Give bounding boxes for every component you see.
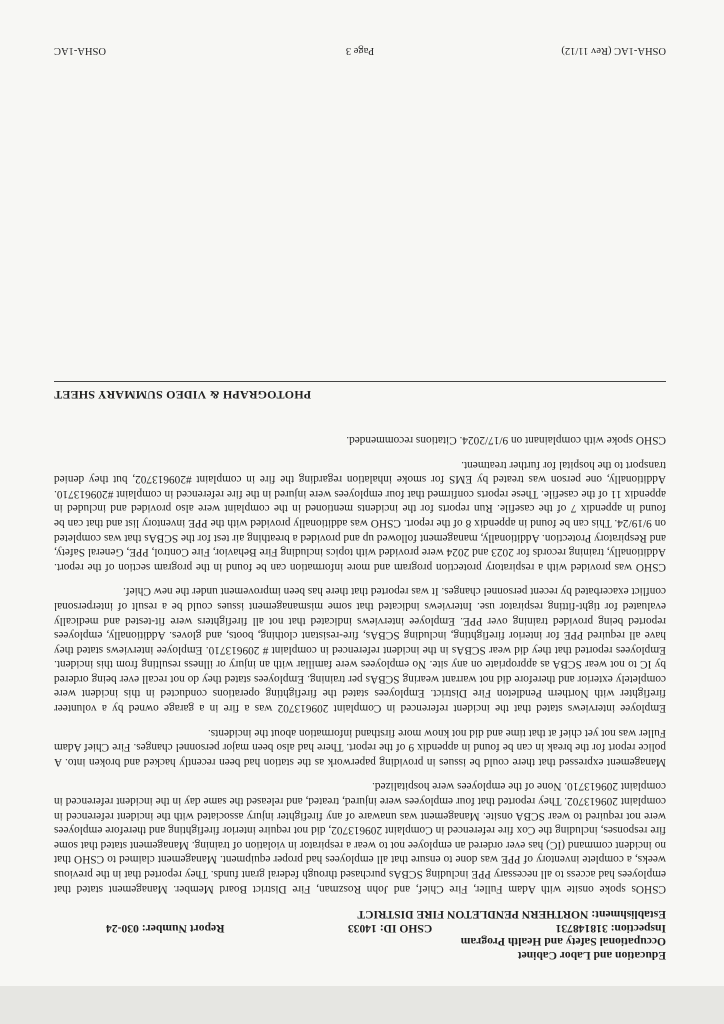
page-footer bbox=[54, 45, 666, 56]
inspection-number: Inspection: 318148731 bbox=[555, 921, 666, 935]
establishment-name: Establishment: NORTHERN PENDLETON FIRE DISTRICT bbox=[357, 908, 666, 922]
report-body bbox=[54, 381, 666, 962]
page-number: Page 3 bbox=[345, 45, 375, 56]
paragraph-documents: CSHO was provided with a respiratory protection program and more information can be found in the program section of the report. Additionally, training records for 2023 and 2024 were provided with topics including Fire Behavior, Fire Control, PPE, General Safety, and Respiratory Protection. Additionally, management followed up and provided a breathing air test for the SCBAs that was completed on 9/19/24. This can be found in appendix 8 of the report. CSHO was additionally provided with the PPE inventory list and that can be found in appendix 7 of the casefile. Run reports for the incidents mentioned in the complaint were also provided and included in appendix 11 of the casefile. These reports confirmed that four employees were injured in the fire referenced in complaint #209613710. Additionally, one person was treated by EMS for smoke inhalation regarding the fire in complaint #209613702, but they denied transport to the hospital for further treatment. bbox=[54, 458, 666, 573]
csho-id: CSHO ID: 14033 bbox=[347, 921, 433, 935]
paragraph-paperwork: Management expressed that there could be issues in providing paperwork as the station had been recently hacked and broken into. A police report for the break in can be found in appendix 9 of the report. There had also been major personnel changes. Fire Chief Adam Fuller was not yet chief at that time and did not know more firsthand information about the incidents. bbox=[54, 726, 666, 768]
form-code-right: OSHA-1AC bbox=[54, 45, 106, 56]
paragraph-employee-interviews: Employee interviews stated that the incident referenced in Complaint 209613702 was a fire in a garage owned by a volunteer firefighter with Northern Pendleton Fire District. Employees stated the firefighting operations conducted in this incident were completely exterior and therefore did not warrant wearing SCBAs per training. Employees stated they do not recall ever being ordered by IC to not wear SCBA as appropriate on any site. No employees were familiar with an injury or illness resulting from this incident. Employees reported that they did wear SCBAs in the incident referenced in complaint # 209613710. Employee interviews stated they have all required PPE for interior firefighting, including SCBAs, fire-resistant clothing, boots, and gloves. Additionally, employees reported being provided training over PPE. Employee interviews indicated that not all firefighters were fit-tested and medically evaluated for tight-fitting respirator use. Interviews indicated that some mismanagement issues could be a result of interpersonal conflict exacerbated by recent personnel changes. It was reported that there has been improvement under the new Chief. bbox=[54, 585, 666, 715]
divider-line bbox=[54, 381, 666, 382]
report-number: Report Number: 030-24 bbox=[106, 921, 225, 935]
paragraph-complainant: CSHO spoke with complainant on 9/17/2024. Citations recommended. bbox=[346, 434, 666, 446]
paragraph-management: CSHOs spoke onsite with Adam Fuller, Fire Chief, and John Roszman, Fire District Board Member. Management stated that employees had access to all necessary PPE including SCBAs purchased through federal grant funds. They reported that in the previous weeks, a complete inventory of PPE was done to ensure that all employees had proper equipment. Management claimed to CSHO that no incident command (IC) has ever ordered an employee not to wear a respirator in violation of training. Management stated that some fire responses, including the Cox fire referenced in Complaint 209613702, did not require interior firefighting and therefore employees were not required to wear SCBA onsite. Management was unaware of any firefighter injury associated with the incident referenced in complaint 209613702. They reported that four employees were injured, treated, and released the same day in the incident referenced in complaint 209613710. None of the employees were hospitalized. bbox=[54, 780, 666, 895]
summary-sheet-title: PHOTOGRAPH & VIDEO SUMMARY SHEET bbox=[54, 388, 312, 403]
inspection-line bbox=[106, 921, 666, 935]
program-name: Occupational Safety and Health Program bbox=[460, 935, 666, 949]
scan-edge-shadow bbox=[0, 986, 724, 1024]
form-code-left: OSHA-1AC (Rev 11/12) bbox=[561, 45, 666, 56]
agency-name: Education and Labor Cabinet bbox=[517, 949, 666, 962]
